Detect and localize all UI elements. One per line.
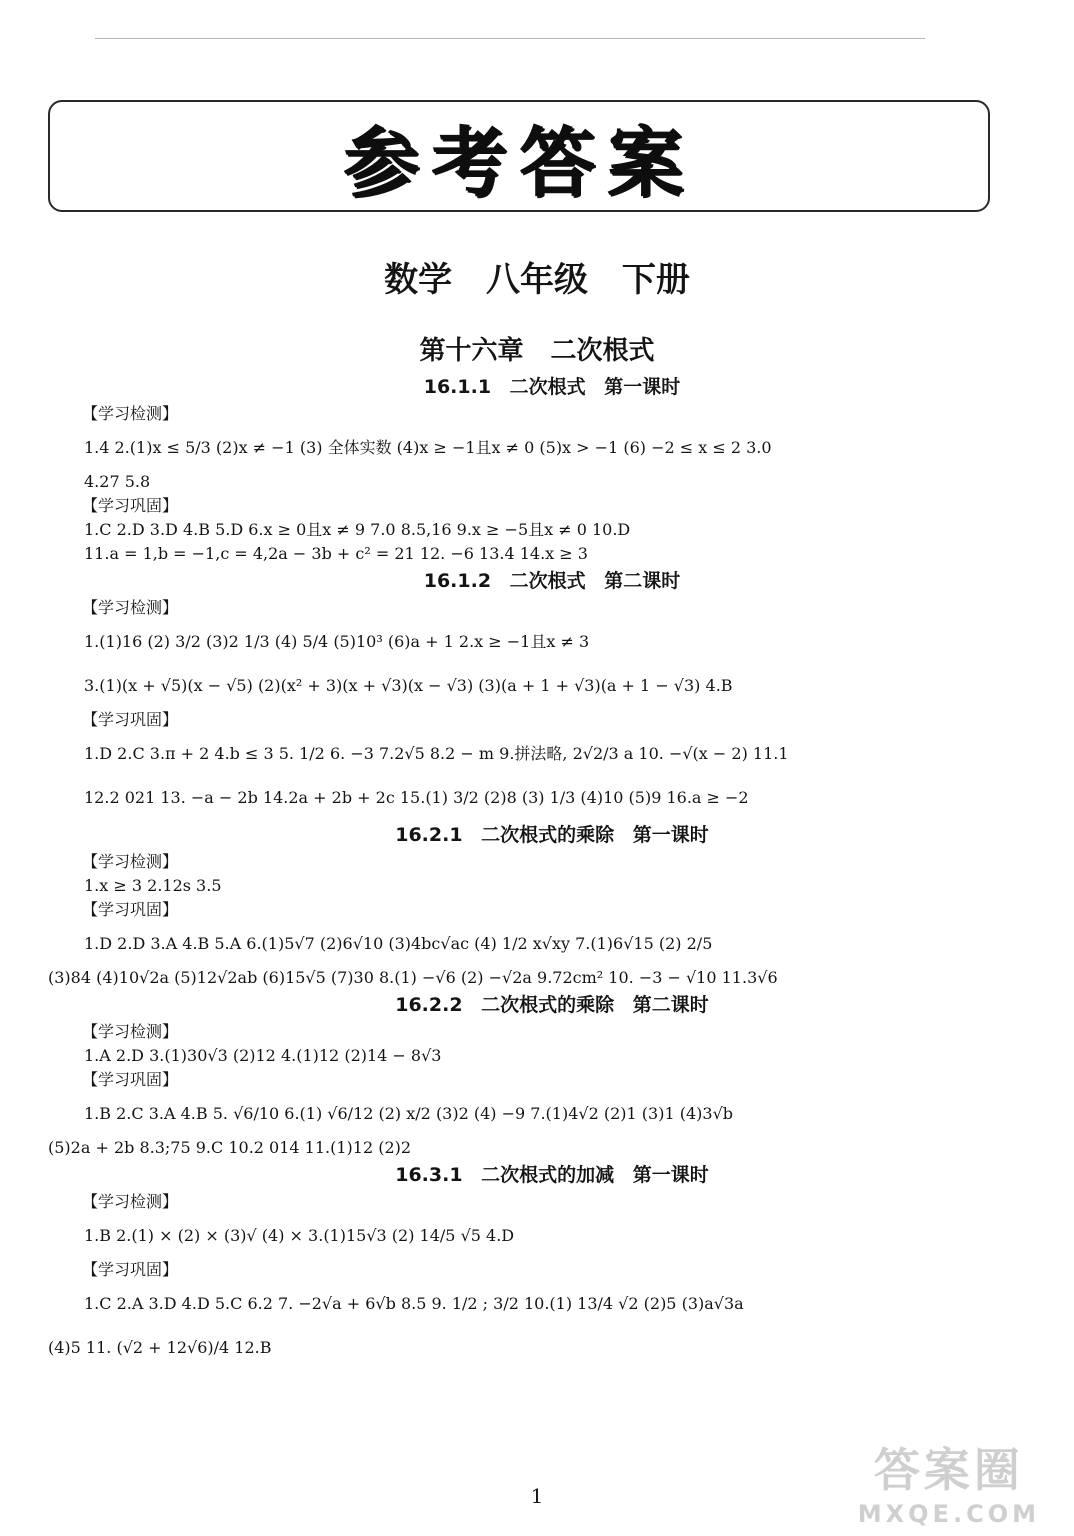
answer-line: 3.(1)(x + √5)(x − √5) (2)(x² + 3)(x + √3)(x − √3) (3)(a + 1 + √3)(a + 1 − √3) 4.B [84, 676, 733, 695]
section [0, 566, 1074, 820]
answer-line: (5)2a + 2b 8.3;75 9.C 10.2 014 11.(1)12 (2)2 [48, 1138, 412, 1157]
answer-line: 4.27 5.8 [84, 472, 151, 491]
answer-line: 1.B 2.(1) × (2) × (3)√ (4) × 3.(1)15√3 (2) 14/5 √5 4.D [84, 1226, 515, 1245]
main-title: 参考答案 [343, 117, 695, 207]
block-label: 【学习巩固】 [82, 900, 179, 919]
block-label: 【学习巩固】 [82, 1070, 179, 1089]
answer-line: 1.x ≥ 3 2.12s 3.5 [84, 876, 222, 895]
answer-line: 1.A 2.D 3.(1)30√3 (2)12 4.(1)12 (2)14 − 8√3 [84, 1046, 442, 1065]
answer-line: 1.C 2.A 3.D 4.D 5.C 6.2 7. −2√a + 6√b 8.5 9. 1/2 ; 3/2 10.(1) 13/4 √2 (2)5 (3)a√3a [84, 1294, 744, 1313]
block-label: 【学习巩固】 [82, 710, 179, 729]
section-title: 16.2.2 二次根式的乘除 第二课时 [395, 994, 709, 1016]
chapter-heading: 第十六章 二次根式 [419, 336, 655, 366]
section-title: 16.3.1 二次根式的加减 第一课时 [395, 1164, 709, 1186]
watermark-logo [858, 1434, 1040, 1528]
block-label: 【学习巩固】 [82, 1260, 179, 1279]
block-label: 【学习检测】 [82, 1022, 179, 1041]
section [0, 1160, 1074, 1370]
section-title: 16.1.2 二次根式 第二课时 [423, 570, 681, 592]
answer-line: 11.a = 1,b = −1,c = 4,2a − 3b + c² = 21 12. −6 13.4 14.x ≥ 3 [84, 544, 588, 563]
block-label: 【学习检测】 [82, 404, 179, 423]
section-title: 16.1.1 二次根式 第一课时 [423, 376, 681, 398]
title-banner [48, 100, 990, 212]
answer-line: (4)5 11. (√2 + 12√6)/4 12.B [48, 1338, 272, 1357]
top-rule [95, 38, 925, 39]
answer-line: 12.2 021 13. −a − 2b 14.2a + 2b + 2c 15.(1) 3/2 (2)8 (3) 1/3 (4)10 (5)9 16.a ≥ −2 [84, 788, 749, 807]
answer-line: 1.C 2.D 3.D 4.B 5.D 6.x ≥ 0且x ≠ 9 7.0 8.5,16 9.x ≥ −5且x ≠ 0 10.D [84, 520, 631, 539]
section [0, 372, 1074, 566]
block-label: 【学习检测】 [82, 1192, 179, 1211]
answer-line: 1.D 2.C 3.π + 2 4.b ≤ 3 5. 1/2 6. −3 7.2√5 8.2 − m 9.拼法略, 2√2/3 a 10. −√(x − 2) 11.1 [84, 744, 789, 763]
answer-line: 1.D 2.D 3.A 4.B 5.A 6.(1)5√7 (2)6√10 (3)4bc√ac (4) 1/2 x√xy 7.(1)6√15 (2) 2/5 [84, 934, 713, 953]
answer-content [0, 372, 1074, 1370]
block-label: 【学习检测】 [82, 852, 179, 871]
block-label: 【学习巩固】 [82, 496, 179, 515]
section [0, 820, 1074, 990]
answer-line: (3)84 (4)10√2a (5)12√2ab (6)15√5 (7)30 8.(1) −√6 (2) −√2a 9.72cm² 10. −3 − √10 11.3√6 [48, 968, 778, 987]
answer-line: 1.(1)16 (2) 3/2 (3)2 1/3 (4) 5/4 (5)10³ (6)a + 1 2.x ≥ −1且x ≠ 3 [84, 632, 590, 651]
watermark-url: MXQE.COM [857, 1500, 1040, 1528]
section-title: 16.2.1 二次根式的乘除 第一课时 [395, 824, 709, 846]
watermark-text: 答案圈 [873, 1443, 1024, 1497]
answer-line: 1.B 2.C 3.A 4.B 5. √6/10 6.(1) √6/12 (2) x/2 (3)2 (4) −9 7.(1)4√2 (2)1 (3)1 (4)3√b [84, 1104, 733, 1123]
block-label: 【学习检测】 [82, 598, 179, 617]
page-number: 1 [530, 1484, 544, 1508]
subject-heading: 数学 八年级 下册 [384, 260, 690, 300]
section [0, 990, 1074, 1160]
answer-line: 1.4 2.(1)x ≤ 5/3 (2)x ≠ −1 (3) 全体实数 (4)x ≥ −1且x ≠ 0 (5)x > −1 (6) −2 ≤ x ≤ 2 3.0 [84, 438, 772, 457]
